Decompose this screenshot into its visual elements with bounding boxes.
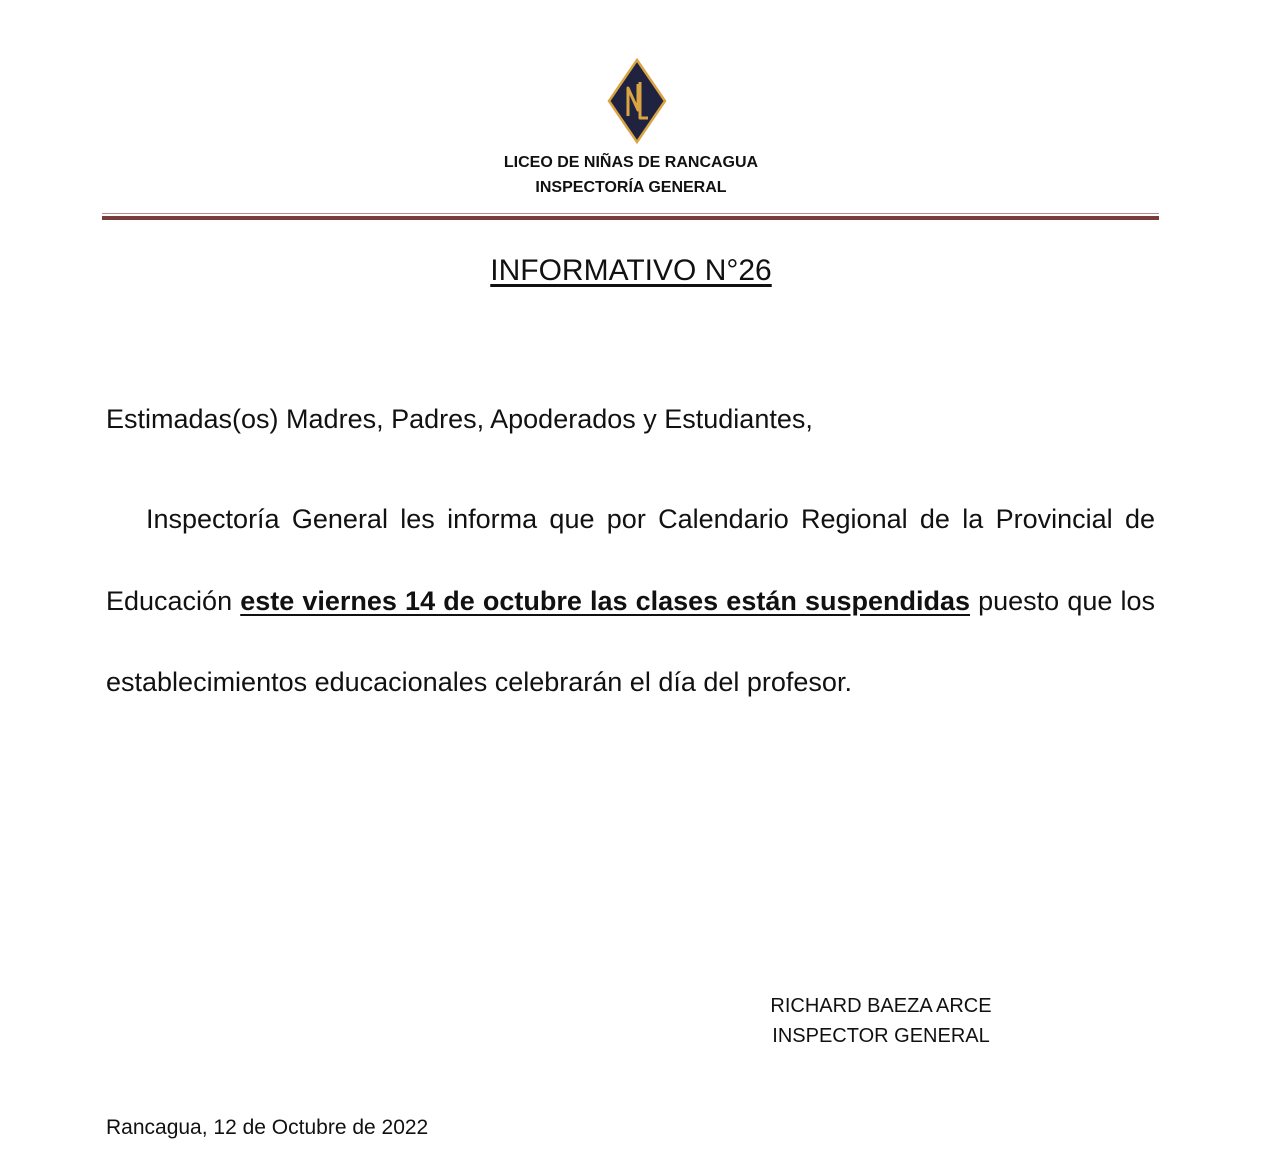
header-divider: [102, 216, 1159, 220]
date-line: Rancagua, 12 de Octubre de 2022: [106, 1116, 429, 1139]
body-text-reason: puesto que los establecimientos educacionales celebrarán el día del profesor.: [106, 585, 1155, 697]
school-logo: [606, 58, 668, 144]
department-name: INSPECTORÍA GENERAL: [535, 179, 727, 196]
signer-name: RICHARD BAEZA ARCE: [770, 995, 992, 1017]
greeting: Estimadas(os) Madres, Padres, Apoderados y Estudiantes,: [106, 404, 813, 434]
body-text-intro: Inspectoría General les informa que por Calendario Regional de la Provincial de Educación: [106, 504, 1155, 616]
school-name: LICEO DE NIÑAS DE RANCAGUA: [503, 154, 759, 171]
signer-title: INSPECTOR GENERAL: [772, 1025, 990, 1047]
document-title: INFORMATIVO N°26: [490, 254, 772, 287]
header-divider-thin: [102, 213, 1159, 214]
announcement-body: [106, 479, 1155, 724]
suspension-notice: este viernes 14 de octubre las clases están suspendidas: [240, 585, 971, 616]
